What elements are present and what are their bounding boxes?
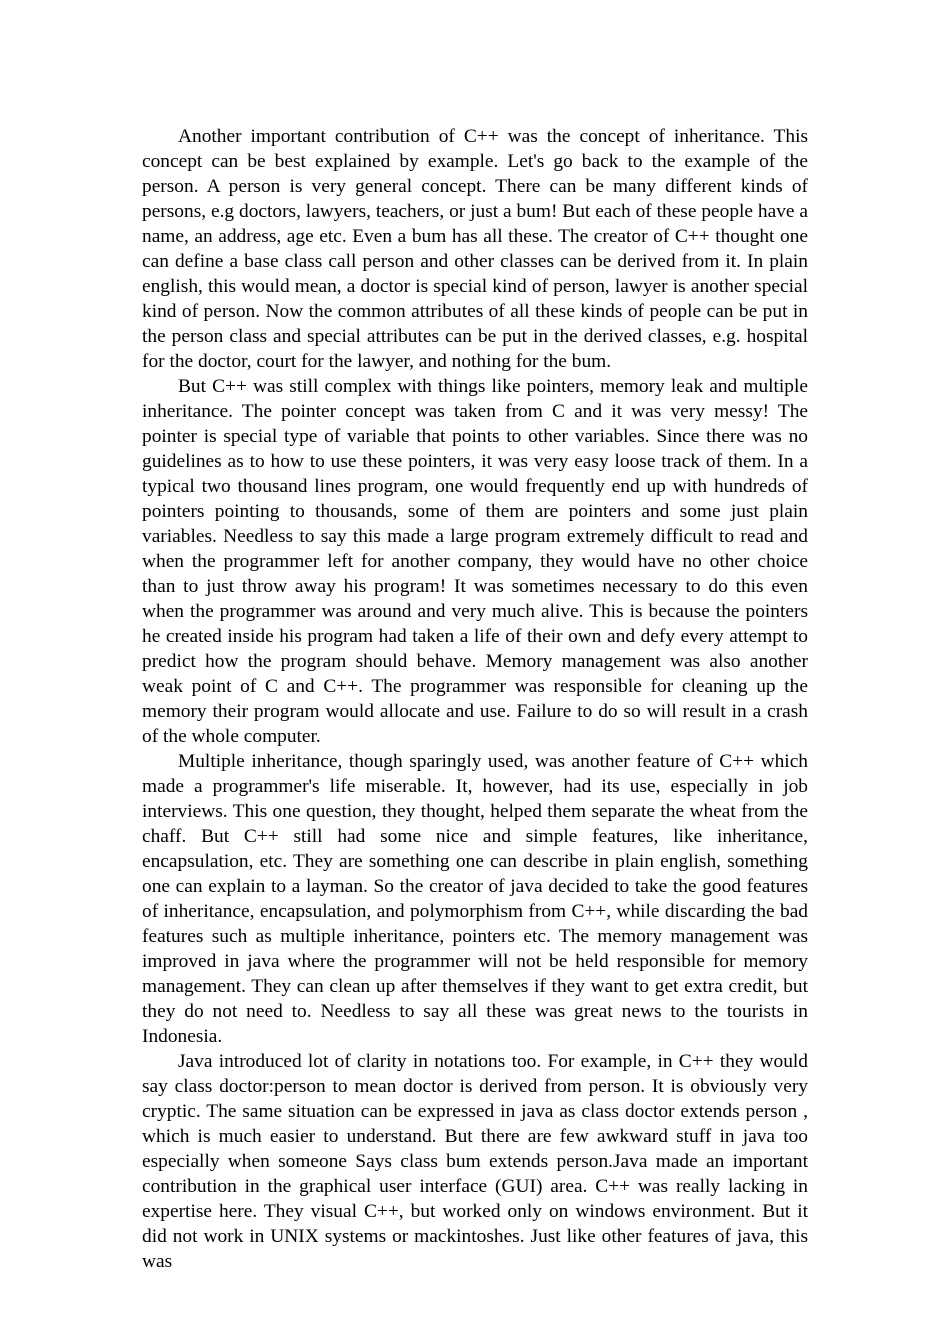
paragraph-1: Another important contribution of C++ was the concept of inheritance. This concept can be best explained by example. Let's go back to the example of the person. A person is very general concept. There can be many different kinds of persons, e.g doctors, lawyers, teachers, or just a bum! But each of these people have a name, an address, age etc. Even a bum has all these. The creator of C++ thought one can define a base class call person and other classes can be derived from it. In plain english, this would mean, a doctor is special kind of person, lawyer is another special kind of person. Now the common attributes of all these kinds of people can be put in the person class and special attributes can be put in the derived classes, e.g. hospital for the doctor, court for the lawyer, and nothing for the bum.	[142, 126, 808, 372]
paragraph-2: But C++ was still complex with things like pointers, memory leak and multiple inheritance. The pointer concept was taken from C and it was very messy! The pointer is special type of variable that points to other variables. Since there was no guidelines as to how to use these pointers, it was very easy loose track of them. In a typical two thousand lines program, one would frequently end up with hundreds of pointers pointing to thousands, some of them are pointers and some just plain variables. Needless to say this made a large program extremely difficult to read and when the programmer left for another company, they would have no other choice than to just throw away his program! It was sometimes necessary to do this even when the programmer was around and very much alive. This is because the pointers he created inside his program had taken a life of their own and defy every attempt to predict how the program should behave. Memory management was also another weak point of C and C++. The programmer was responsible for cleaning up the memory their program would allocate and use. Failure to do so will result in a crash of the whole computer.	[142, 376, 808, 747]
paragraph-3: Multiple inheritance, though sparingly used, was another feature of C++ which made a programmer's life miserable. It, however, had its use, especially in job interviews. This one question, they thought, helped them separate the wheat from the chaff. But C++ still had some nice and simple features, like inheritance, encapsulation, etc. They are something one can describe in plain english, something one can explain to a layman. So the creator of java decided to take the good features of inheritance, encapsulation, and polymorphism from C++, while discarding the bad features such as multiple inheritance, pointers etc. The memory management was improved in java where the programmer will not be held responsible for memory management. They can clean up after themselves if they want to get extra credit, but they do not need to. Needless to say all these was great news to the tourists in Indonesia.	[142, 751, 808, 1047]
body-text-column	[142, 124, 808, 1274]
paragraph-4: Java introduced lot of clarity in notations too. For example, in C++ they would say class doctor:person to mean doctor is derived from person. It is obviously very cryptic. The same situation can be expressed in java as class doctor extends person , which is much easier to understand. But there are few awkward stuff in java too especially when someone Says class bum extends person.Java made an important contribution in the graphical user interface (GUI) area. C++ was really lacking in expertise here. They visual C++, but worked only on windows environment. But it did not work in UNIX systems or mackintoshes. Just like other features of java, this was	[142, 1051, 808, 1272]
